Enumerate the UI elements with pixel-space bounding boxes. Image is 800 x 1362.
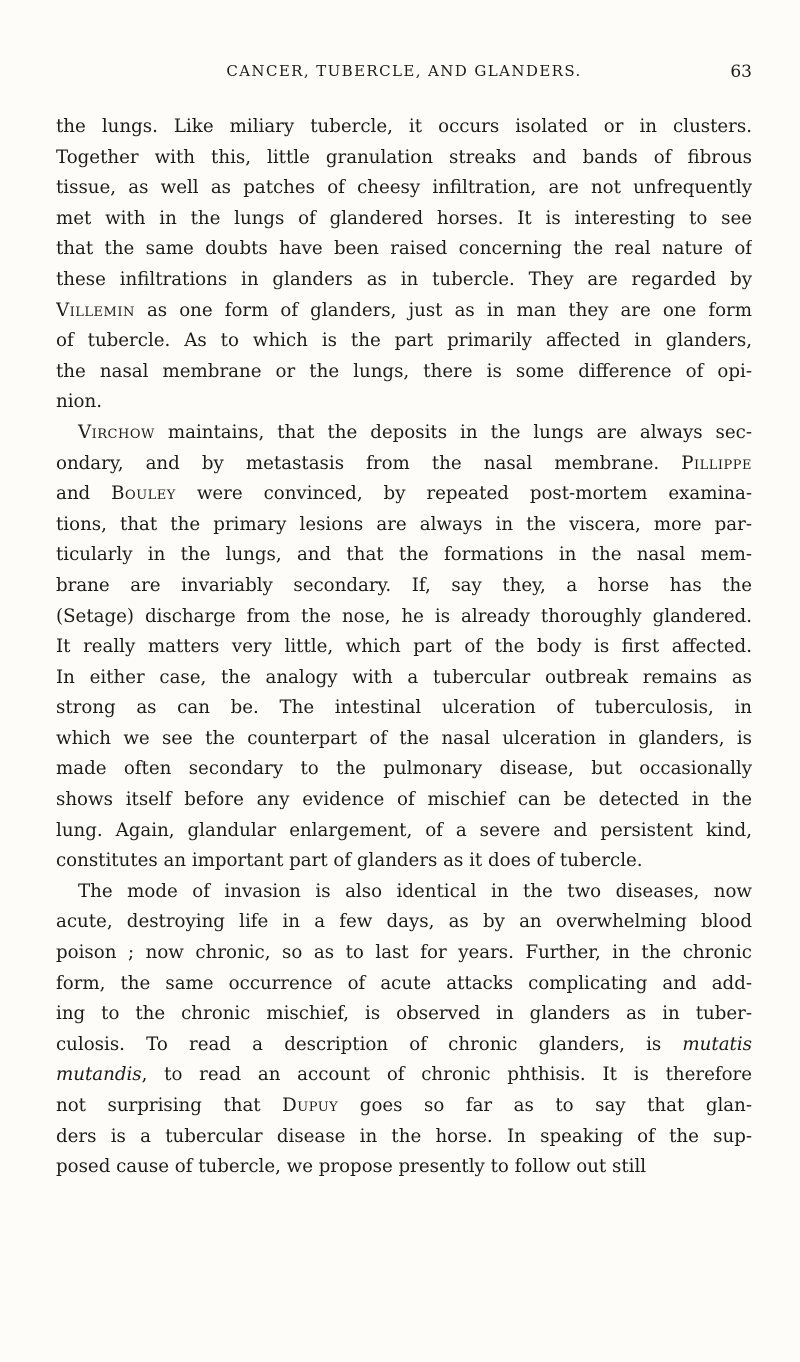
text-segment: strong as can be. The intestinal ulceration of tuberculosis, in bbox=[56, 697, 752, 719]
author-name: Pillippe bbox=[681, 452, 752, 474]
text-line bbox=[56, 754, 752, 785]
text-line bbox=[56, 816, 752, 847]
text-line bbox=[56, 907, 752, 938]
text-segment: as one form of glanders, just as in man they are one form bbox=[134, 299, 752, 321]
text-segment: ders is a tubercular disease in the horse. In speaking of the sup- bbox=[56, 1125, 752, 1147]
italic-text: mutandis bbox=[56, 1064, 142, 1086]
text-line bbox=[56, 540, 752, 571]
text-line bbox=[56, 693, 752, 724]
text-line bbox=[56, 449, 752, 480]
text-segment: shows itself before any evidence of mischief can be detected in the bbox=[56, 789, 752, 811]
text-line bbox=[56, 1060, 752, 1091]
text-segment: nion. bbox=[56, 391, 102, 413]
running-title: CANCER, TUBERCLE, AND GLANDERS. bbox=[226, 62, 582, 80]
text-segment: (Setage) discharge from the nose, he is already thoroughly glandered. bbox=[56, 605, 752, 627]
text-segment: the nasal membrane or the lungs, there is some difference of opi- bbox=[56, 360, 752, 382]
running-head bbox=[56, 62, 752, 86]
text-line bbox=[56, 173, 752, 204]
text-line bbox=[56, 999, 752, 1030]
text-segment: which we see the counterpart of the nasal ulceration in glanders, is bbox=[56, 727, 752, 749]
text-line bbox=[56, 1030, 752, 1061]
text-segment: ondary, and by metastasis from the nasal membrane. bbox=[56, 452, 682, 474]
author-name: Virchow bbox=[78, 421, 155, 443]
text-line bbox=[56, 724, 752, 755]
text-line bbox=[56, 326, 752, 357]
text-segment: tissue, as well as patches of cheesy infiltration, are not unfrequently bbox=[56, 177, 752, 199]
text-line bbox=[56, 632, 752, 663]
text-segment: that the same doubts have been raised concerning the real nature of bbox=[56, 238, 752, 260]
text-line bbox=[56, 234, 752, 265]
text-line bbox=[56, 479, 752, 510]
text-segment: posed cause of tubercle, we propose presently to follow out still bbox=[56, 1156, 647, 1178]
text-line bbox=[56, 418, 752, 449]
text-line bbox=[56, 296, 752, 327]
text-line bbox=[56, 387, 752, 418]
text-line bbox=[56, 938, 752, 969]
text-line bbox=[56, 602, 752, 633]
text-line bbox=[56, 663, 752, 694]
text-segment: met with in the lungs of glandered horses. It is interesting to see bbox=[56, 207, 752, 229]
text-line bbox=[56, 143, 752, 174]
text-line bbox=[56, 510, 752, 541]
text-line bbox=[56, 357, 752, 388]
text-segment: the lungs. Like miliary tubercle, it occurs isolated or in clusters. bbox=[56, 116, 752, 137]
text-segment: brane are invariably secondary. If, say they, a horse has the bbox=[56, 574, 752, 596]
text-line bbox=[56, 265, 752, 296]
author-name: Bouley bbox=[111, 483, 176, 505]
text-segment: were convinced, by repeated post-mortem examina- bbox=[175, 483, 752, 505]
text-segment: and bbox=[56, 483, 112, 505]
text-line bbox=[56, 877, 752, 908]
text-segment: , to read an account of chronic phthisis. It is therefore bbox=[141, 1064, 752, 1086]
text-segment: lung. Again, glandular enlargement, of a severe and persistent kind, bbox=[56, 819, 752, 841]
text-segment: of tubercle. As to which is the part primarily affected in glanders, bbox=[56, 330, 752, 352]
page-number: 63 bbox=[730, 62, 752, 82]
text-segment: these infiltrations in glanders as in tubercle. They are regarded by bbox=[56, 268, 752, 290]
text-line bbox=[56, 571, 752, 602]
text-segment: not surprising that bbox=[56, 1095, 283, 1116]
text-segment: made often secondary to the pulmonary disease, but occasionally bbox=[56, 758, 752, 780]
text-segment: form, the same occurrence of acute attacks complicating and add- bbox=[56, 972, 752, 994]
body-text bbox=[56, 112, 752, 1183]
text-segment: goes so far as to say that glan- bbox=[338, 1095, 752, 1116]
text-segment: acute, destroying life in a few days, as by an overwhelming blood bbox=[56, 911, 752, 933]
text-segment: Together with this, little granulation streaks and bands of fibrous bbox=[56, 146, 752, 168]
text-line bbox=[56, 846, 752, 877]
text-segment: In either case, the analogy with a tubercular outbreak remains as bbox=[56, 666, 752, 688]
text-line bbox=[56, 969, 752, 1000]
text-line bbox=[56, 112, 752, 143]
text-segment: tions, that the primary lesions are always in the viscera, more par- bbox=[56, 513, 752, 535]
text-line bbox=[56, 785, 752, 816]
text-segment: It really matters very little, which part of the body is first affected. bbox=[56, 636, 752, 658]
text-segment: The mode of invasion is also identical in the two diseases, now bbox=[78, 880, 752, 902]
text-segment: culosis. To read a description of chronic glanders, is bbox=[56, 1033, 683, 1055]
text-segment: poison ; now chronic, so as to last for years. Further, in the chronic bbox=[56, 942, 752, 964]
text-line bbox=[56, 1152, 752, 1183]
author-name: Dupuy bbox=[282, 1095, 339, 1116]
text-segment: ing to the chronic mischief, is observed in glanders as in tuber- bbox=[56, 1003, 752, 1025]
text-line bbox=[56, 1091, 752, 1122]
author-name: Villemin bbox=[56, 299, 135, 321]
italic-text: mutatis bbox=[682, 1033, 752, 1055]
text-line bbox=[56, 204, 752, 235]
text-line bbox=[56, 1122, 752, 1153]
text-segment: ticularly in the lungs, and that the formations in the nasal mem- bbox=[56, 544, 752, 566]
text-segment: constitutes an important part of glanders as it does of tubercle. bbox=[56, 850, 643, 872]
text-segment: maintains, that the deposits in the lungs are always sec- bbox=[154, 421, 752, 443]
